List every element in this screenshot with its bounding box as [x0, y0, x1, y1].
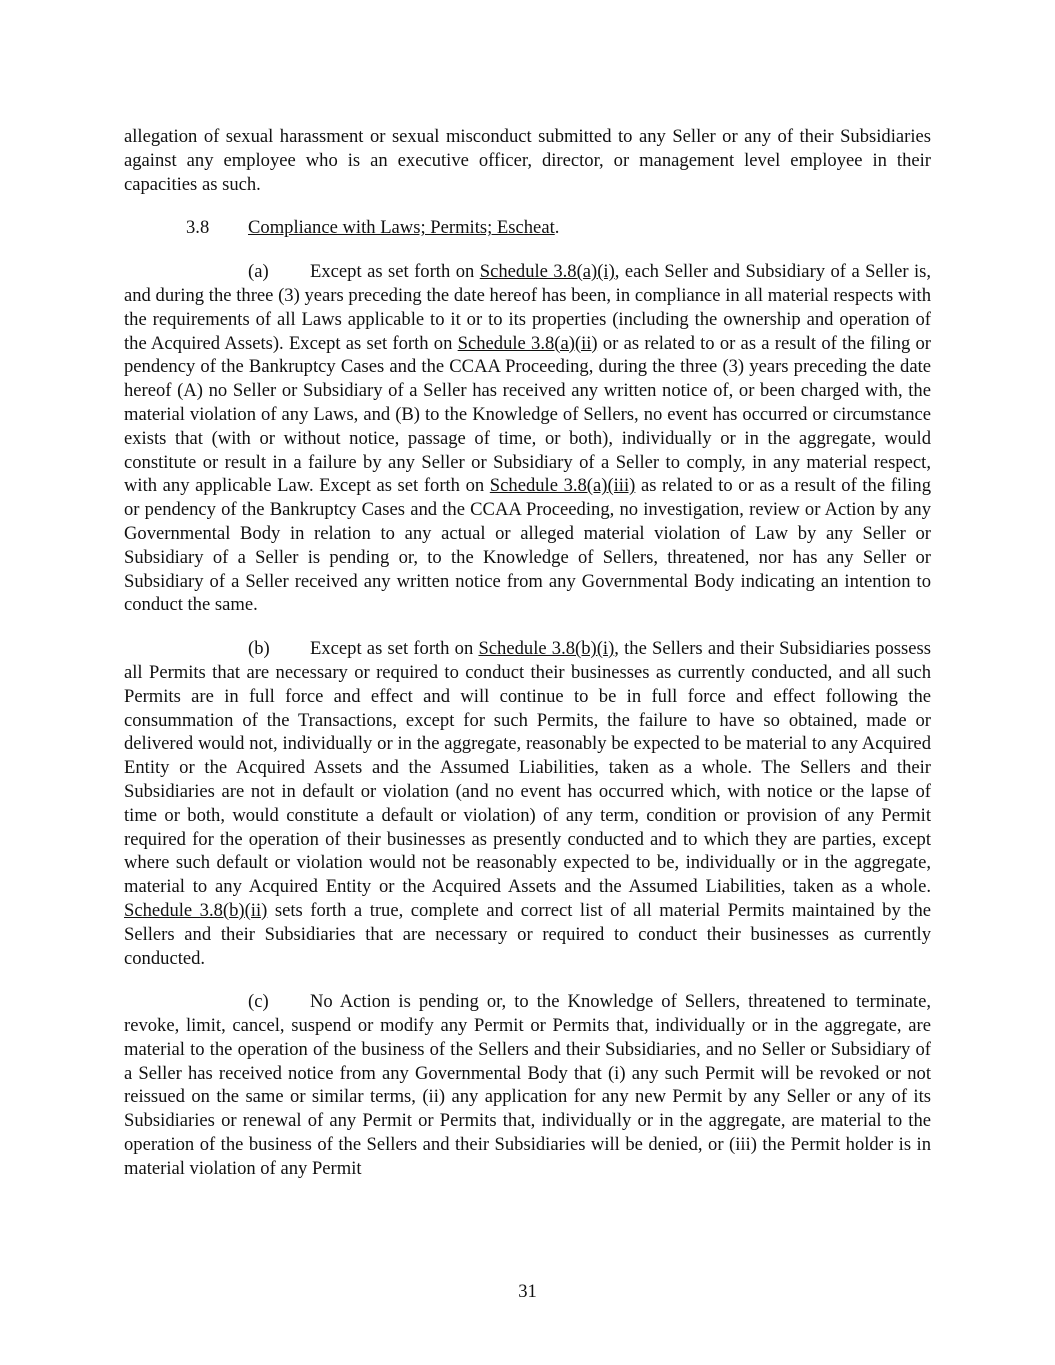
paragraph-b-text-3: sets forth a true, complete and correct list of all material Permits maintained by the Sellers and their Subsidiaries that are necessary or required to conduct their businesses as currently conducted.: [124, 899, 932, 969]
paragraph-a-text-2: , each Seller and Subsidiary of a Seller is, and during the three (3) years preceding the date hereof has been, in compliance in all material respects with the requirements of all Laws applicable to it or to its properties (including the ownership and operation of the Acquired Assets). Except as set forth on: [124, 261, 932, 354]
document-body: [124, 125, 931, 1181]
paragraph-a-text-4: as related to or as a result of the filing or pendency of the Bankruptcy Cases and the CCAA Proceeding, no investigation, review or Action by any Governmental Body in relation to any actual or alleged material violation of Law by any Seller or Subsidiary of a Seller is pending or, to the Knowledge of Sellers, threatened, nor has any Seller or Subsidiary of a Seller received any written notice from any Governmental Body indicating an intention to conduct the same.: [124, 475, 931, 616]
intro-paragraph: allegation of sexual harassment or sexual misconduct submitted to any Seller or any of their Subsidiaries against any employee who is an executive officer, director, or management level employee in their capacities as such.: [124, 126, 931, 195]
schedule-ref-3-8-a-i: Schedule 3.8(a)(i): [479, 261, 615, 283]
paragraph-a-text-1: Except as set forth on: [310, 261, 480, 283]
paragraph-c: [124, 990, 931, 1180]
schedule-ref-3-8-b-i: Schedule 3.8(b)(i): [478, 638, 615, 660]
paragraph-b: [124, 637, 931, 970]
section-number: 3.8: [186, 217, 210, 239]
page-number: 31: [518, 1281, 537, 1302]
section-heading: [124, 216, 931, 240]
schedule-ref-3-8-a-ii: Schedule 3.8(a)(ii): [457, 332, 598, 354]
paragraph-b-text-2: , the Sellers and their Subsidiaries possess all Permits that are necessary or required to conduct their businesses as currently conducted, and all such Permits are in full force and effect and will continue to be in full force and effect following the consummation of the Transactions, except for such Permits, the failure to have so obtained, made or delivered would not, individually or in the aggregate, reasonably be expected to be material to any Acquired Entity or the Acquired Assets and the Assumed Liabilities, taken as a whole. The Sellers and their Subsidiaries are not in default or violation (and no event has occurred which, with notice or the lapse of time or both, would constitute a default or violation) of any term, condition or provision of any Permit required for the operation of their businesses as presently conducted and to which they are parties, except where such default or violation would not be reasonably expected to be, individually or in the aggregate, material to any Acquired Entity or the Acquired Assets and the Assumed Liabilities, taken as a whole.: [124, 638, 931, 898]
paragraph-a-label: (a): [248, 261, 269, 283]
paragraph-c-text-1: No Action is pending or, to the Knowledge of Sellers, threatened to terminate, revoke, limit, cancel, suspend or modify any Permit or Permits that, individually or in the aggregate, are material to the operation of the business of the Sellers and their Subsidiaries, and no Seller or Subsidiary of a Seller has received notice from any Governmental Body that (i) any such Permit will be revoked or not reissued on the same or similar terms, (ii) any application for any new Permit by any Seller or any of its Subsidiaries or renewal of any Permit or Permits that, individually or in the aggregate, are material to the operation of the business of the Sellers and their Subsidiaries will be denied, or (iii) the Permit holder is in material violation of any Permit: [124, 991, 931, 1179]
paragraph-c-label: (c): [248, 991, 269, 1013]
schedule-ref-3-8-a-iii: Schedule 3.8(a)(iii): [489, 475, 636, 497]
section-title: Compliance with Laws; Permits; Escheat: [248, 217, 555, 239]
paragraph-b-text-1: Except as set forth on: [310, 638, 479, 660]
schedule-ref-3-8-b-ii: Schedule 3.8(b)(ii): [124, 899, 268, 921]
paragraph-b-label: (b): [248, 638, 270, 660]
paragraph-a: [124, 260, 931, 617]
section-title-period: .: [554, 217, 560, 239]
paragraph-a-text-3: or as related to or as a result of the filing or pendency of the Bankruptcy Cases and the CCAA Proceeding, during the three (3) years preceding the date hereof (A) no Seller or Subsidiary of a Seller has received any written notice of, or been charged with, the material violation of any Laws, and (B) to the Knowledge of Sellers, no event has occurred or circumstance exists that (with or without notice, passage of time, or both), individually or in the aggregate, would constitute or result in a failure by any Seller or Subsidiary of a Seller to comply, in any material respect, with any applicable Law. Except as set forth on: [124, 332, 932, 497]
